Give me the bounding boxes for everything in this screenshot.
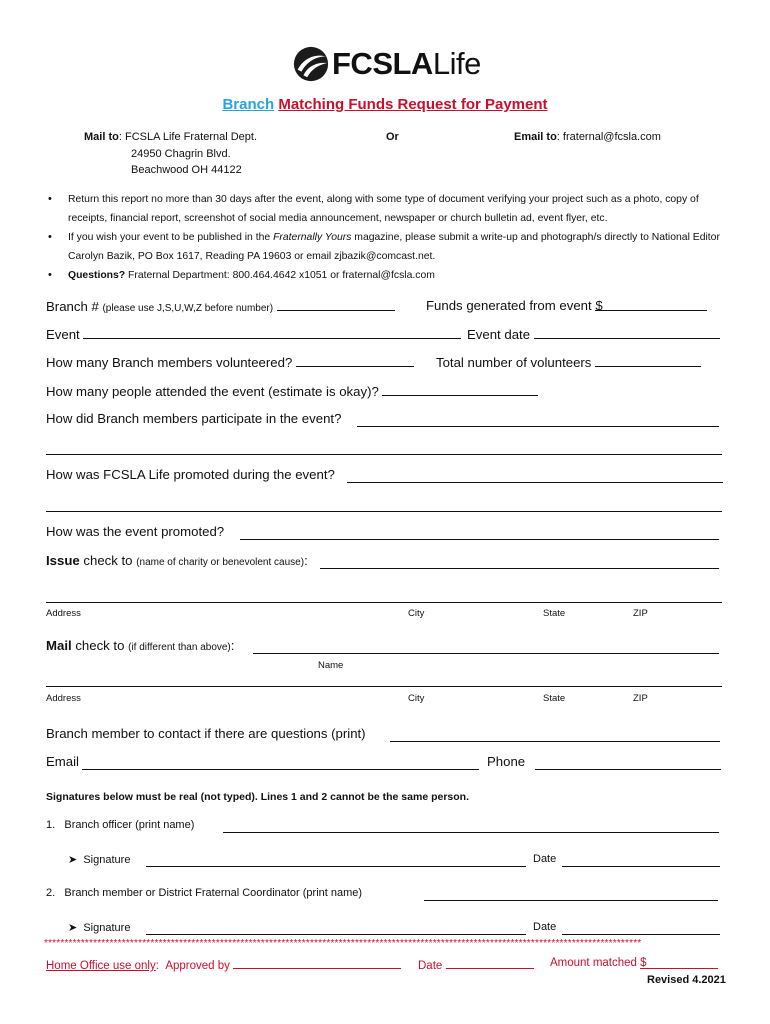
mail-to-block: Mail to: FCSLA Life Fraternal Dept. [84, 131, 258, 143]
signature-label: Signature [83, 854, 131, 866]
signature2-row [68, 921, 130, 934]
instruction-text: magazine, please submit a write-up and photograph/s directly to National Editor Carolyn Bazik, PO Box 1617, Reading PA 19603 or email zjbazik@comcast.net. [68, 232, 720, 262]
signature-label: Signature [83, 922, 131, 934]
title-rest: Matching Funds Request for Payment [278, 96, 548, 113]
state-caption: State [543, 608, 566, 619]
arrow-icon: ➤ [68, 922, 78, 934]
branch-number-hint: (please use J,S,U,W,Z before number) [102, 303, 274, 314]
email-row [46, 754, 79, 769]
email-to-block: Email to: fraternal@fcsla.com [514, 131, 661, 143]
contact-label: Branch member to contact if there are questions (print) [46, 726, 366, 741]
branch-number-field[interactable] [277, 298, 395, 311]
funds-field[interactable] [595, 298, 707, 311]
dollar-sign: $ [595, 298, 603, 313]
page-title [0, 96, 770, 113]
city-caption: City [408, 608, 425, 619]
participate-label: How did Branch members participate in the event? [46, 411, 342, 426]
fcsla-promoted-field-line2[interactable] [46, 511, 722, 512]
office-date-label: Date [418, 960, 443, 972]
or-label: Or [386, 131, 399, 143]
event-label: Event [46, 327, 80, 342]
logo-brand-text: FCSLA [332, 46, 433, 81]
approved-by-label: Approved by [165, 960, 230, 972]
total-volunteers-row [436, 354, 701, 370]
signature2-date-field[interactable] [562, 934, 720, 935]
event-date-row [467, 326, 720, 342]
participate-row [46, 411, 341, 426]
phone-field[interactable] [535, 769, 721, 770]
line2-number: 2. [46, 887, 56, 899]
zip-caption: ZIP [633, 693, 648, 704]
phone-label: Phone [487, 754, 526, 769]
funds-label: Funds generated from event [426, 298, 592, 313]
date-label: Date [533, 853, 557, 865]
branch-number-label: Branch # [46, 299, 99, 314]
mail-check-row: Mail check to (if different than above): [46, 638, 235, 653]
issue-label: check to [79, 553, 137, 568]
funds-row [426, 298, 707, 313]
city-caption: City [408, 693, 425, 704]
instruction-item [46, 190, 736, 228]
line1-label: Branch officer (print name) [64, 819, 195, 831]
contact-row [46, 726, 366, 741]
title-branch: Branch [222, 96, 275, 113]
phone-row [487, 754, 525, 769]
event-date-label: Event date [467, 327, 531, 342]
fcsla-logo [292, 44, 481, 84]
mail-to-line1: FCSLA Life Fraternal Dept. [124, 131, 258, 143]
home-office-label: Home Office use only [46, 960, 156, 972]
logo-life-text: Life [432, 46, 481, 81]
total-volunteers-field[interactable] [595, 354, 701, 367]
issue-check-field[interactable] [320, 568, 719, 569]
signature1-field[interactable] [146, 866, 526, 867]
line2-label: Branch member or District Fraternal Coordinator (print name) [64, 887, 363, 899]
mail-bold: Mail [46, 638, 72, 653]
fcsla-promoted-label: How was FCSLA Life promoted during the event? [46, 467, 335, 482]
separator-stars: ************************************************************************************************************************************************** [44, 938, 642, 949]
name-caption: Name [318, 660, 344, 671]
event-field[interactable] [83, 326, 461, 339]
branch-number-row [46, 298, 395, 314]
attended-label: How many people attended the event (estimate is okay)? [46, 384, 379, 399]
instruction-list [46, 190, 736, 285]
address-caption: Address [46, 693, 81, 704]
instruction-text: Return this report no more than 30 days after the event, along with some type of document verifying your project such as a photo, copy of receipts, financial report, screenshot of social media announcement, newspaper or church bulletin ad, event flyer, etc. [68, 194, 699, 224]
address-caption: Address [46, 608, 81, 619]
signature-line1-row [46, 819, 194, 831]
amount-matched-field[interactable] [640, 957, 718, 969]
approved-by-field[interactable] [233, 957, 401, 969]
fcsla-swoosh-icon [292, 45, 330, 83]
total-volunteers-label: Total number of volunteers [436, 355, 592, 370]
issue-bold: Issue [46, 553, 80, 568]
signature2-field[interactable] [146, 934, 526, 935]
instruction-item [46, 228, 736, 266]
email-to-value[interactable]: fraternal@fcsla.com [562, 131, 661, 143]
magazine-name: Fraternally Yours [273, 232, 352, 243]
date-label: Date [533, 921, 557, 933]
issue-hint: (name of charity or benevolent cause) [136, 557, 305, 568]
mail-address-field[interactable] [46, 686, 722, 687]
email-field[interactable] [82, 769, 479, 770]
fcsla-promoted-field[interactable] [347, 482, 723, 483]
event-promoted-row [46, 524, 224, 539]
dollar-sign: $ [640, 957, 647, 969]
instruction-text: If you wish your event to be published in the [68, 232, 274, 243]
coordinator-name-field[interactable] [424, 900, 718, 901]
zip-caption: ZIP [633, 608, 648, 619]
signature1-row [68, 853, 130, 866]
signatures-heading: Signatures below must be real (not typed). Lines 1 and 2 cannot be the same person. [46, 791, 470, 803]
arrow-icon: ➤ [68, 854, 78, 866]
instruction-text: Fraternal Department: 800.464.4642 x1051 or fraternal@fcsla.com [125, 270, 435, 281]
instruction-item [46, 266, 736, 285]
officer-name-field[interactable] [223, 832, 719, 833]
event-promoted-label: How was the event promoted? [46, 524, 225, 539]
mail-to-label: Mail to [84, 131, 119, 143]
office-date-field[interactable] [446, 957, 534, 969]
members-volunteered-field[interactable] [296, 354, 414, 367]
members-volunteered-row [46, 354, 414, 370]
attended-field[interactable] [382, 383, 538, 396]
mail-check-name-field[interactable] [253, 653, 719, 654]
event-promoted-field[interactable] [240, 539, 719, 540]
amount-matched-label: Amount matched [550, 957, 637, 969]
participate-field[interactable] [357, 426, 719, 427]
event-date-field[interactable] [534, 326, 720, 339]
contact-field[interactable] [390, 741, 720, 742]
home-office-row: Home Office use only: Approved by [46, 957, 401, 972]
event-row [46, 326, 461, 342]
mail-check-label: check to [71, 638, 129, 653]
members-volunteered-label: How many Branch members volunteered? [46, 355, 293, 370]
revision-label: Revised 4.2021 [647, 974, 726, 986]
mail-to-line2: 24950 Chagrin Blvd. [131, 148, 231, 160]
issue-check-row: Issue check to (name of charity or benevolent cause): [46, 553, 308, 568]
email-to-label: Email to [514, 131, 557, 143]
mail-to-line3: Beachwood OH 44122 [131, 164, 242, 176]
office-date-row [418, 957, 534, 972]
amount-matched-row [550, 957, 718, 969]
attended-row [46, 383, 538, 399]
participate-field-line2[interactable] [46, 454, 722, 455]
line1-number: 1. [46, 819, 56, 831]
issue-address-field[interactable] [46, 602, 722, 603]
signature-line2-row [46, 887, 362, 899]
state-caption: State [543, 693, 566, 704]
email-label: Email [46, 754, 79, 769]
fcsla-promoted-row [46, 467, 335, 482]
mail-check-hint: (if different than above) [128, 642, 231, 653]
signature1-date-field[interactable] [562, 866, 720, 867]
questions-label: Questions? [68, 270, 126, 281]
